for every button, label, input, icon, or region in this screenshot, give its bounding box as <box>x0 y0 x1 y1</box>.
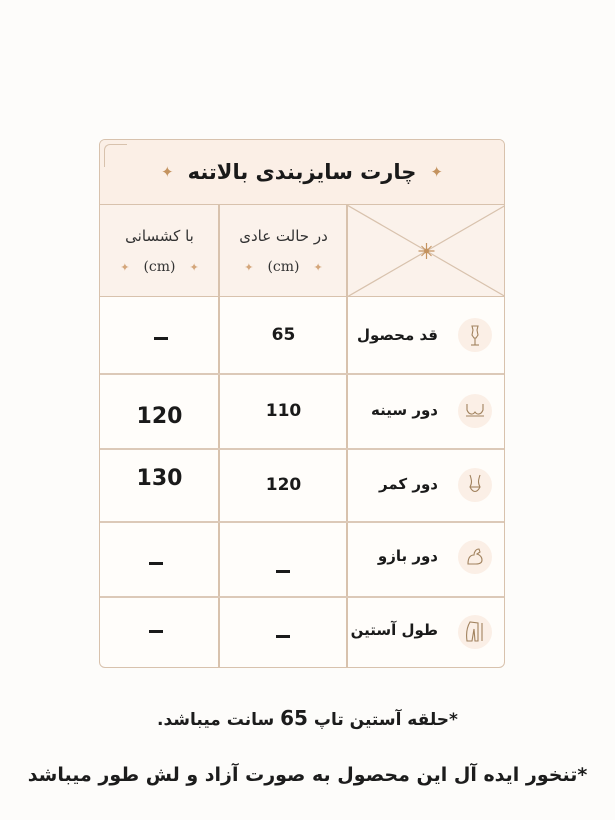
corner-ornament <box>104 144 127 167</box>
sleeve-hole-note: *حلقه آستین تاپ 65 سانت میباشد. <box>157 706 458 730</box>
value-normal: 110 <box>265 401 302 421</box>
sparkle-icon: ✦ <box>430 163 443 181</box>
flower-ornament-icon <box>419 243 435 259</box>
sparkle-icon: ✦ <box>120 261 130 274</box>
column-header-stretch <box>100 205 219 297</box>
sparkle-icon: ✦ <box>189 261 199 274</box>
bra-icon <box>458 394 492 428</box>
row-label: قد محصول <box>356 326 438 344</box>
column-header-row <box>100 205 504 297</box>
empty-dash <box>276 570 290 573</box>
empty-dash <box>154 337 168 340</box>
table-row <box>100 449 504 521</box>
waist-icon <box>458 468 492 502</box>
row-label: دور بازو <box>377 547 438 565</box>
row-label: دور سینه <box>371 401 438 419</box>
sleeve-icon <box>458 615 492 649</box>
sparkle-icon: ✦ <box>244 261 254 274</box>
empty-dash <box>149 630 163 633</box>
sparkle-icon: ✦ <box>313 261 323 274</box>
table-row <box>100 597 504 668</box>
column-unit: (cm) <box>267 259 300 275</box>
empty-dash <box>276 635 290 638</box>
empty-dash <box>149 562 163 565</box>
value-stretch: 130 <box>136 465 183 491</box>
arm-icon <box>458 540 492 574</box>
column-header-normal <box>220 205 347 297</box>
mannequin-icon <box>458 318 492 352</box>
column-label: با کشسانی <box>125 227 194 245</box>
chart-title: چارت سایزبندی بالاتنه <box>187 160 417 184</box>
sparkle-icon: ✦ <box>161 163 174 181</box>
table-row <box>100 374 504 448</box>
column-unit: (cm) <box>143 259 176 275</box>
column-label: در حالت عادی <box>239 227 328 245</box>
table-row <box>100 297 504 373</box>
value-normal: 120 <box>265 475 302 495</box>
diagonal-corner-cell <box>347 205 505 297</box>
size-chart <box>99 139 505 668</box>
table-row <box>100 522 504 596</box>
chart-title-bar <box>100 140 504 205</box>
fit-note: *تنخور ایده آل این محصول به صورت آزاد و لش طور میباشد <box>27 764 588 786</box>
value-stretch: 120 <box>136 403 183 429</box>
row-label: دور کمر <box>379 475 438 493</box>
value-normal: 65 <box>271 325 296 345</box>
row-label: طول آستین <box>350 621 438 639</box>
